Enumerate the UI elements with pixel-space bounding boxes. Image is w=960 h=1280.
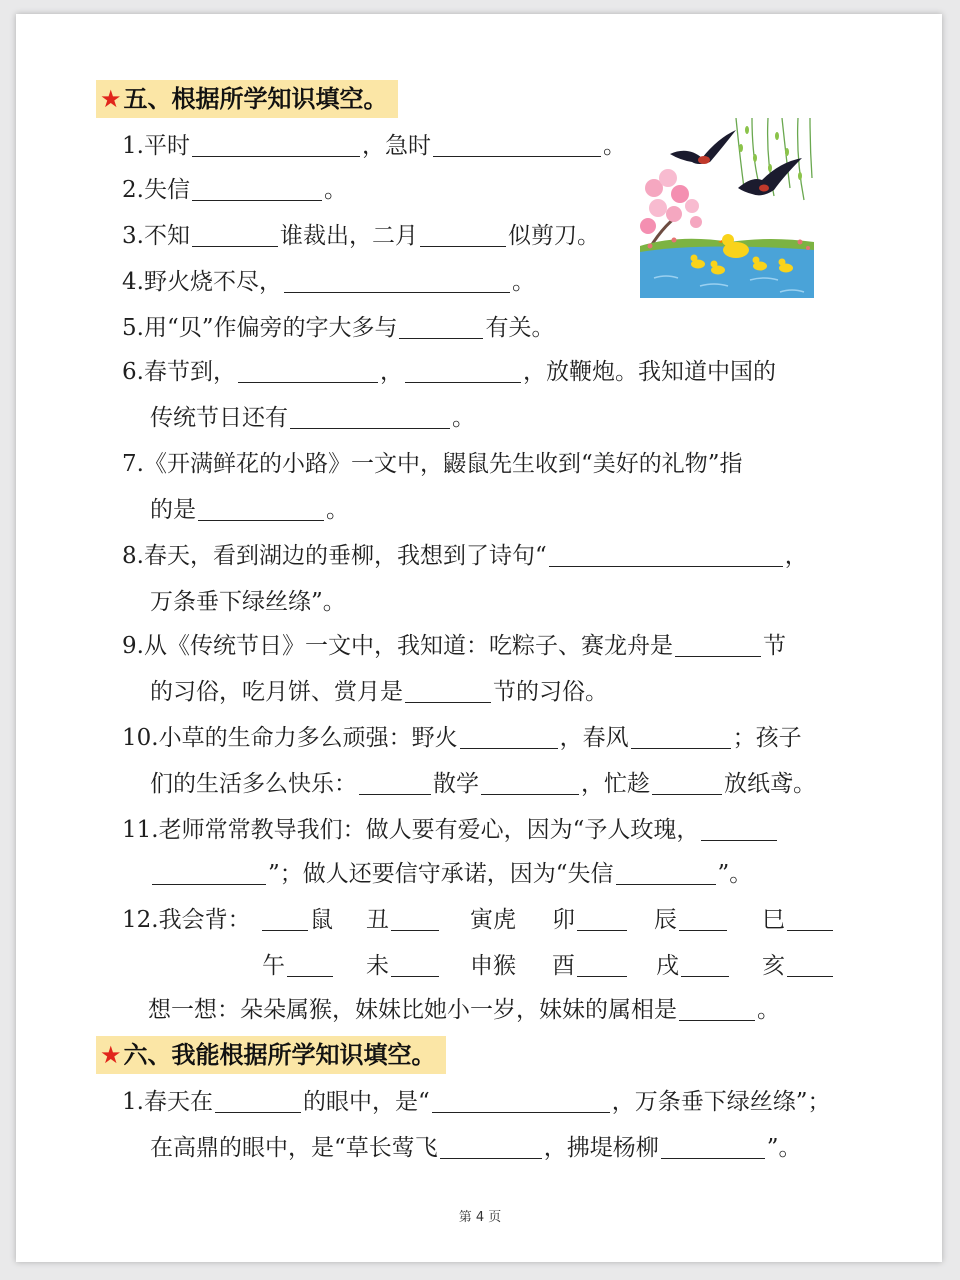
question-6-cont [150, 400, 475, 436]
question-7-cont [150, 492, 349, 528]
zodiac-row-1-d [552, 902, 629, 938]
answer-blank[interactable] [681, 952, 729, 977]
answer-blank[interactable] [631, 724, 731, 749]
s6q1-text-a: 1.春天在 [122, 1089, 213, 1115]
q5-text-a: 5.用“贝”作偏旁的字大多与 [122, 315, 398, 341]
question-1 [122, 128, 626, 164]
q5-text-b: 有关。 [485, 315, 555, 341]
q1-text-c: 。 [602, 133, 626, 159]
answer-blank[interactable] [679, 906, 727, 931]
think-text-b: 。 [757, 997, 780, 1023]
answer-blank[interactable] [616, 860, 716, 885]
section-six-title [96, 1036, 446, 1074]
zodiac-row-2-b [366, 948, 441, 984]
q6-text-a: 6.春节到， [122, 359, 236, 385]
answer-blank[interactable] [549, 542, 783, 567]
zodiac-label: 巳 [762, 907, 785, 933]
answer-blank[interactable] [787, 906, 833, 931]
zodiac-row-2-e [656, 948, 731, 984]
answer-blank[interactable] [405, 678, 491, 703]
zodiac-row-2-a [262, 948, 335, 984]
q6-text-c: ，放鞭炮。我知道中国的 [522, 359, 776, 385]
answer-blank[interactable] [661, 1134, 765, 1159]
zodiac-label: 卯 [552, 907, 575, 933]
spring-illustration [640, 118, 814, 298]
q9-text-a: 9.从《传统节日》一文中，我知道：吃粽子、赛龙舟是 [122, 633, 673, 659]
answer-blank[interactable] [460, 724, 558, 749]
answer-blank[interactable] [787, 952, 833, 977]
q2-text-b: 。 [323, 177, 347, 203]
zodiac-label: 未 [366, 953, 389, 979]
answer-blank[interactable] [391, 952, 439, 977]
q10-text-d: 们的生活多么快乐： [150, 771, 357, 797]
answer-blank[interactable] [432, 1088, 610, 1113]
q10-text-e: 散学 [433, 771, 479, 797]
star-icon: ★ [100, 85, 122, 113]
section6-question-1 [122, 1084, 830, 1120]
s6q1-text-d: 在高鼎的眼中，是“草长莺飞 [150, 1135, 438, 1161]
question-5 [122, 310, 554, 346]
q10-text-a: 10.小草的生命力多么顽强：野火 [122, 725, 458, 751]
question-3 [122, 218, 600, 254]
question-10 [122, 720, 802, 756]
q11-text-a: 11.老师常常教导我们：做人要有爱心，因为“予人玫瑰， [122, 817, 700, 843]
zodiac-label: 辰 [654, 907, 677, 933]
question-11 [122, 812, 779, 848]
zodiac-row-2-d [552, 948, 629, 984]
s6q1-text-e: ，拂堤杨柳 [543, 1135, 659, 1161]
question-8 [122, 538, 808, 574]
answer-blank[interactable] [192, 132, 360, 157]
q11-text-c: ”。 [717, 861, 753, 887]
answer-blank[interactable] [433, 132, 601, 157]
s6q1-text-b: 的眼中，是“ [302, 1089, 430, 1115]
section-five-title [96, 80, 398, 118]
q9-text-d: 节的习俗。 [493, 679, 608, 705]
q9-text-b: 节 [762, 633, 786, 659]
q11-text-b: ”；做人还要信守承诺，因为“失信 [268, 861, 614, 887]
q8-text-b: ， [784, 543, 808, 569]
question-9-cont [150, 674, 608, 710]
section-five-heading: 五、根据所学知识填空。 [123, 85, 388, 113]
answer-blank[interactable] [192, 176, 322, 201]
question-12-label [122, 902, 251, 938]
answer-blank[interactable] [359, 770, 431, 795]
answer-blank[interactable] [679, 996, 755, 1021]
answer-blank[interactable] [577, 906, 627, 931]
q8-text-c: 万条垂下绿丝绦”。 [150, 589, 346, 615]
answer-blank[interactable] [701, 816, 777, 841]
s6q1-text-c: ，万条垂下绿丝绦”； [611, 1089, 831, 1115]
section6-question-1-cont [150, 1130, 802, 1166]
answer-blank[interactable] [192, 222, 278, 247]
question-8-cont [150, 584, 346, 620]
zodiac-row-1-a [260, 902, 333, 938]
s6q1-text-f: ”。 [766, 1135, 802, 1161]
think-question [148, 992, 780, 1028]
q3-text-b: 谁裁出，二月 [279, 223, 418, 249]
question-10-cont [150, 766, 816, 802]
answer-blank[interactable] [290, 404, 450, 429]
q3-text-a: 3.不知 [122, 223, 190, 249]
zodiac-label: 鼠 [310, 907, 333, 933]
q10-text-g: 放纸鸢。 [724, 771, 816, 797]
section-six-heading: 六、我能根据所学知识填空。 [123, 1041, 436, 1069]
question-11-cont [150, 856, 752, 892]
answer-blank[interactable] [287, 952, 333, 977]
q2-text-a: 2.失信 [122, 177, 190, 203]
zodiac-row-1-f [762, 902, 835, 938]
q4-text-b: 。 [511, 269, 535, 295]
zodiac-row-2-f [762, 948, 835, 984]
zodiac-label: 亥 [762, 953, 785, 979]
q10-text-f: ，忙趁 [581, 771, 650, 797]
q6-text-d: 传统节日还有 [150, 405, 288, 431]
star-icon: ★ [100, 1041, 122, 1069]
q1-text-a: 1.平时 [122, 133, 190, 159]
page-number: 第 4 页 [458, 1210, 502, 1225]
zodiac-label: 酉 [552, 953, 575, 979]
answer-blank[interactable] [215, 1088, 301, 1113]
q1-text-b: ，急时 [361, 133, 431, 159]
answer-blank[interactable] [198, 496, 324, 521]
q8-text-a: 8.春天，看到湖边的垂柳，我想到了诗句“ [122, 543, 547, 569]
answer-blank[interactable] [152, 860, 266, 885]
think-text-a: 想一想：朵朵属猴，妹妹比她小一岁，妹妹的属相是 [148, 997, 677, 1023]
q12-label: 12.我会背： [122, 907, 251, 933]
question-2 [122, 172, 347, 208]
zodiac-label: 申猴 [470, 953, 516, 979]
zodiac-label: 丑 [366, 907, 389, 933]
q4-text-a: 4.野火烧不尽， [122, 269, 282, 295]
answer-blank[interactable] [399, 314, 483, 339]
answer-blank[interactable] [262, 906, 308, 931]
answer-blank[interactable] [391, 906, 439, 931]
zodiac-label: 戌 [656, 953, 679, 979]
question-6 [122, 354, 776, 390]
q9-text-c: 的习俗，吃月饼、赏月是 [150, 679, 403, 705]
q3-text-c: 似剪刀。 [507, 223, 600, 249]
answer-blank[interactable] [481, 770, 579, 795]
zodiac-row-1-e [654, 902, 729, 938]
answer-blank[interactable] [238, 358, 378, 383]
answer-blank[interactable] [420, 222, 506, 247]
q7-text-b: 的是 [150, 497, 196, 523]
answer-blank[interactable] [405, 358, 521, 383]
zodiac-row-1-b [366, 902, 441, 938]
answer-blank[interactable] [284, 268, 510, 293]
zodiac-label: 午 [262, 953, 285, 979]
q10-text-c: ；孩子 [732, 725, 802, 751]
q6-text-b: ， [379, 359, 403, 385]
question-9 [122, 628, 786, 664]
zodiac-row-2-c [470, 948, 516, 984]
q6-text-e: 。 [452, 405, 475, 431]
q10-text-b: ，春风 [559, 725, 629, 751]
q7-text-a: 7.《开满鲜花的小路》一文中，鼹鼠先生收到“美好的礼物”指 [122, 451, 743, 477]
question-4 [122, 264, 535, 300]
q7-text-c: 。 [326, 497, 349, 523]
answer-blank[interactable] [675, 632, 761, 657]
answer-blank[interactable] [577, 952, 627, 977]
answer-blank[interactable] [652, 770, 722, 795]
zodiac-row-1-c [470, 902, 516, 938]
answer-blank[interactable] [440, 1134, 542, 1159]
question-7 [122, 446, 742, 482]
zodiac-label: 寅虎 [470, 907, 516, 933]
